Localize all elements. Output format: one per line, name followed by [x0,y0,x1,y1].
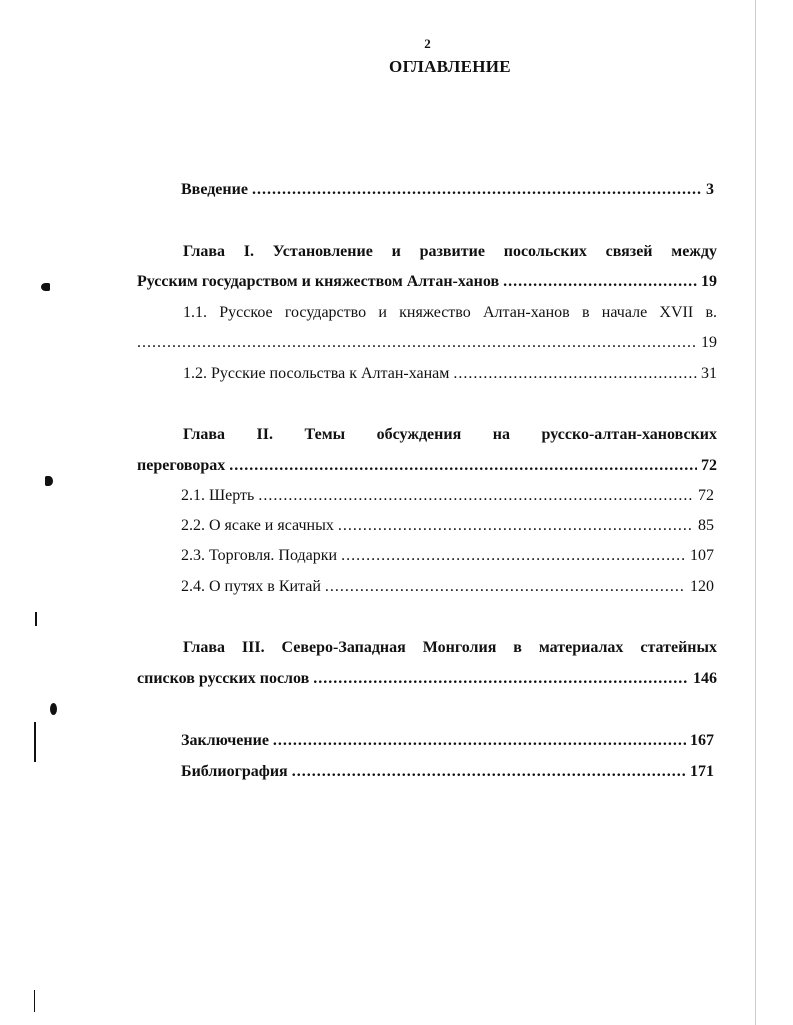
toc-entry-label: 2.4. О путях в Китай [181,578,321,595]
dot-leader [453,363,697,385]
toc-entry-chapter-2-line-2[interactable] [137,455,717,477]
dot-leader [325,576,686,598]
scan-mark [41,283,50,291]
toc-entry-label: 1.2. Русские посольства к Алтан-ханам [183,365,450,382]
toc-entry-label: Заключение [181,732,269,749]
dot-leader [313,668,689,690]
toc-entry-introduction[interactable] [181,179,714,201]
toc-entry-chapter-1-line-2[interactable] [137,271,717,293]
toc-entry-label: 2.3. Торговля. Подарки [181,547,338,564]
toc-entry-conclusion[interactable] [181,730,714,752]
toc-entry-page: 19 [701,273,717,290]
scan-mark [34,990,35,1012]
toc-entry-label: Глава II. Темы обсуждения на русско-алтан-хановских [183,426,717,443]
toc-entry-page: 146 [693,670,717,687]
dot-leader [258,485,694,507]
toc-entry-label: Глава III. Северо-Западная Монголия в материалах статейных [183,639,717,656]
toc-entry-section-1-2[interactable] [183,363,717,385]
toc-entry-page: 167 [690,732,714,749]
toc-entry-label: Русским государством и княжеством Алтан-ханов [137,273,500,290]
dot-leader [252,179,702,201]
dot-leader [229,455,697,477]
toc-entry-page: 171 [690,763,714,780]
toc-entry-page: 72 [701,457,717,474]
toc-entry-chapter-2-line-1[interactable] [183,424,717,446]
toc-entry-label: 2.1. Шерть [181,487,255,504]
toc-entry-label: переговорах [137,457,226,474]
toc-entry-section-1-1-line-1[interactable] [183,302,717,324]
toc-entry-label: списков русских послов [137,670,310,687]
toc-entry-label: 1.1. Русское государство и княжество Алтан-ханов в начале XVII в. [183,304,717,321]
scan-mark [35,612,37,626]
scan-mark [50,703,57,715]
toc-entry-page: 3 [706,181,714,198]
toc-entry-page: 19 [701,334,717,351]
scan-edge-line [755,0,756,1025]
dot-leader [338,515,694,537]
dot-leader [341,545,686,567]
dot-leader [292,761,686,783]
dot-leader [137,332,697,354]
toc-entry-chapter-3-line-1[interactable] [183,637,717,659]
toc-entry-page: 72 [698,487,714,504]
toc-entry-section-1-1-line-2[interactable] [137,332,717,354]
toc-entry-page: 107 [690,547,714,564]
toc-entry-section-2-3[interactable] [181,545,714,567]
toc-entry-chapter-1-line-1[interactable] [183,241,717,263]
toc-entry-section-2-2[interactable] [181,515,714,537]
toc-entry-section-2-1[interactable] [181,485,714,507]
scan-mark [45,476,53,486]
toc-entry-page: 31 [701,365,717,382]
toc-entry-label: Введение [181,181,248,198]
toc-entry-chapter-3-line-2[interactable] [137,668,717,690]
toc-entry-label: 2.2. О ясаке и ясачных [181,517,334,534]
scan-mark [34,722,36,762]
toc-entry-page: 120 [690,578,714,595]
toc-entry-bibliography[interactable] [181,761,714,783]
dot-leader [503,271,697,293]
page-title: ОГЛАВЛЕНИЕ [389,57,511,76]
dot-leader [273,730,686,752]
page-number: 2 [424,36,431,51]
toc-entry-section-2-4[interactable] [181,576,714,598]
toc-entry-label: Библиография [181,763,288,780]
toc-entry-label: Глава I. Установление и развитие посольских связей между [183,243,717,260]
toc-entry-page: 85 [698,517,714,534]
